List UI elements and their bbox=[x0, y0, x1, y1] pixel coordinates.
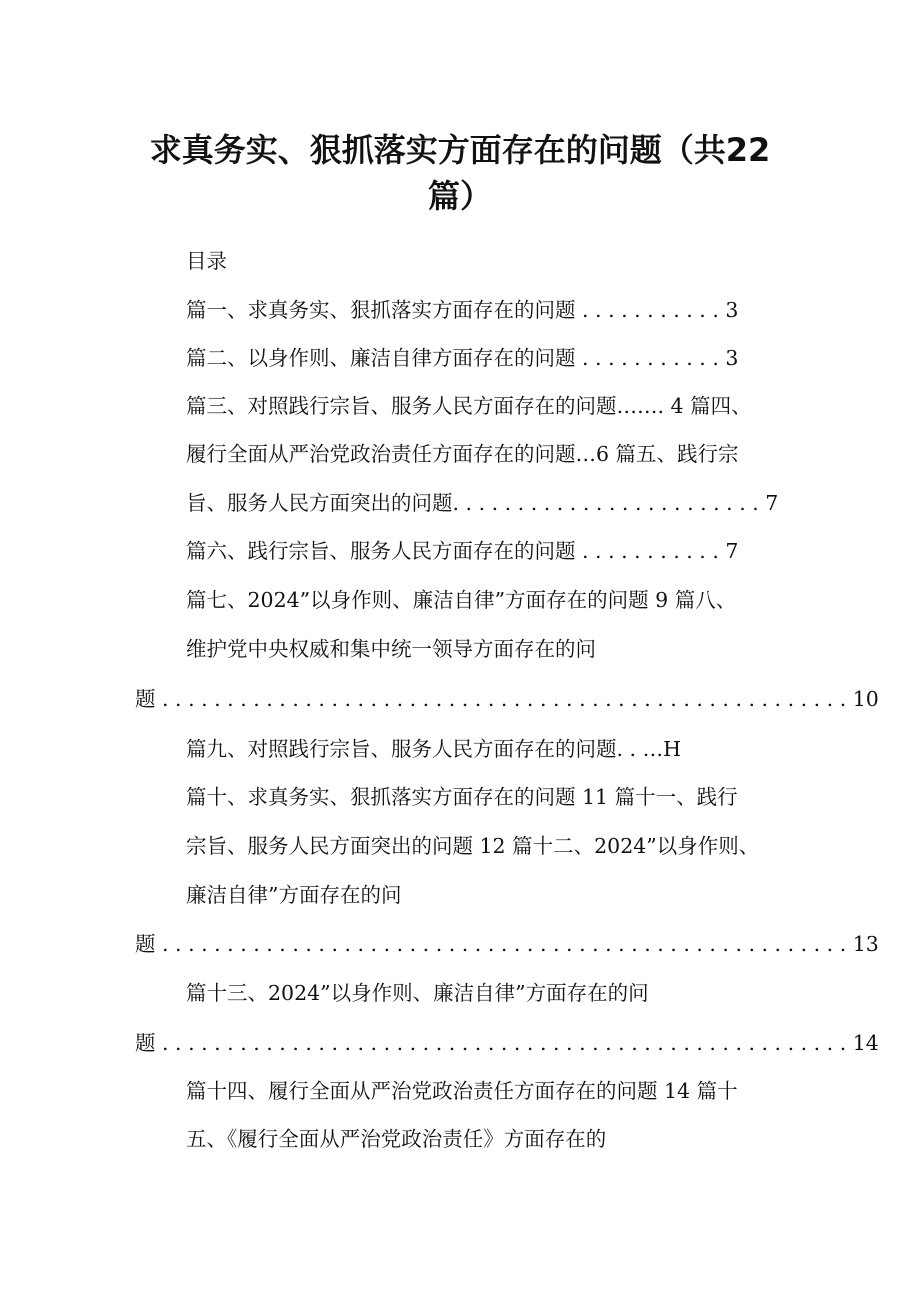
toc-line: 廉洁自律”方面存在的问 bbox=[186, 883, 402, 907]
toc-line: 宗旨、服务人民方面突出的问题 12 篇十二、2024”以身作则、 bbox=[186, 834, 760, 858]
toc-line: 篇二、以身作则、廉洁自律方面存在的问题 . . . . . . . . . . . 3 bbox=[186, 346, 739, 370]
toc-line: 篇六、践行宗旨、服务人民方面存在的问题 . . . . . . . . . . . 7 bbox=[186, 539, 739, 563]
toc-line: 题 . . . . . . . . . . . . . . . . . . . . . . . . . . . . . . . . . . . . . . . . . . . . . . . . . . . . . 10 bbox=[135, 687, 879, 711]
toc-line: 篇十三、2024”以身作则、廉洁自律”方面存在的问 bbox=[186, 981, 649, 1005]
toc-line: 题 . . . . . . . . . . . . . . . . . . . . . . . . . . . . . . . . . . . . . . . . . . . . . . . . . . . . . 13 bbox=[135, 932, 879, 956]
toc-line: 旨、服务人民方面突出的问题. . . . . . . . . . . . . . . . . . . . . . . . 7 bbox=[186, 491, 779, 515]
document-title-line-1: 求真务实、狠抓落实方面存在的问题（共22 bbox=[149, 131, 771, 169]
toc-line: 五、《履行全面从严治党政治责任》方面存在的 bbox=[186, 1127, 607, 1151]
toc-line: 篇三、对照践行宗旨、服务人民方面存在的问题……. 4 篇四、 bbox=[186, 394, 752, 418]
toc-line: 篇七、2024”以身作则、廉洁自律”方面存在的问题 9 篇八、 bbox=[186, 588, 737, 612]
toc-line: 篇十、求真务实、狠抓落实方面存在的问题 11 篇十一、践行 bbox=[186, 785, 738, 809]
toc-line: 篇九、对照践行宗旨、服务人民方面存在的问题. . …H bbox=[186, 737, 681, 761]
toc-heading: 目录 bbox=[186, 249, 227, 273]
document-title-line-2: 篇） bbox=[427, 177, 492, 215]
toc-line: 履行全面从严治党政治责任方面存在的问题…6 篇五、践行宗 bbox=[186, 442, 739, 466]
toc-line: 题 . . . . . . . . . . . . . . . . . . . . . . . . . . . . . . . . . . . . . . . . . . . . . . . . . . . . . 14 bbox=[135, 1031, 879, 1055]
toc-line: 维护党中央权威和集中统一领导方面存在的问 bbox=[186, 637, 596, 661]
toc-line: 篇十四、履行全面从严治党政治责任方面存在的问题 14 篇十 bbox=[186, 1079, 738, 1103]
toc-line: 篇一、求真务实、狠抓落实方面存在的问题 . . . . . . . . . . . 3 bbox=[186, 298, 739, 322]
